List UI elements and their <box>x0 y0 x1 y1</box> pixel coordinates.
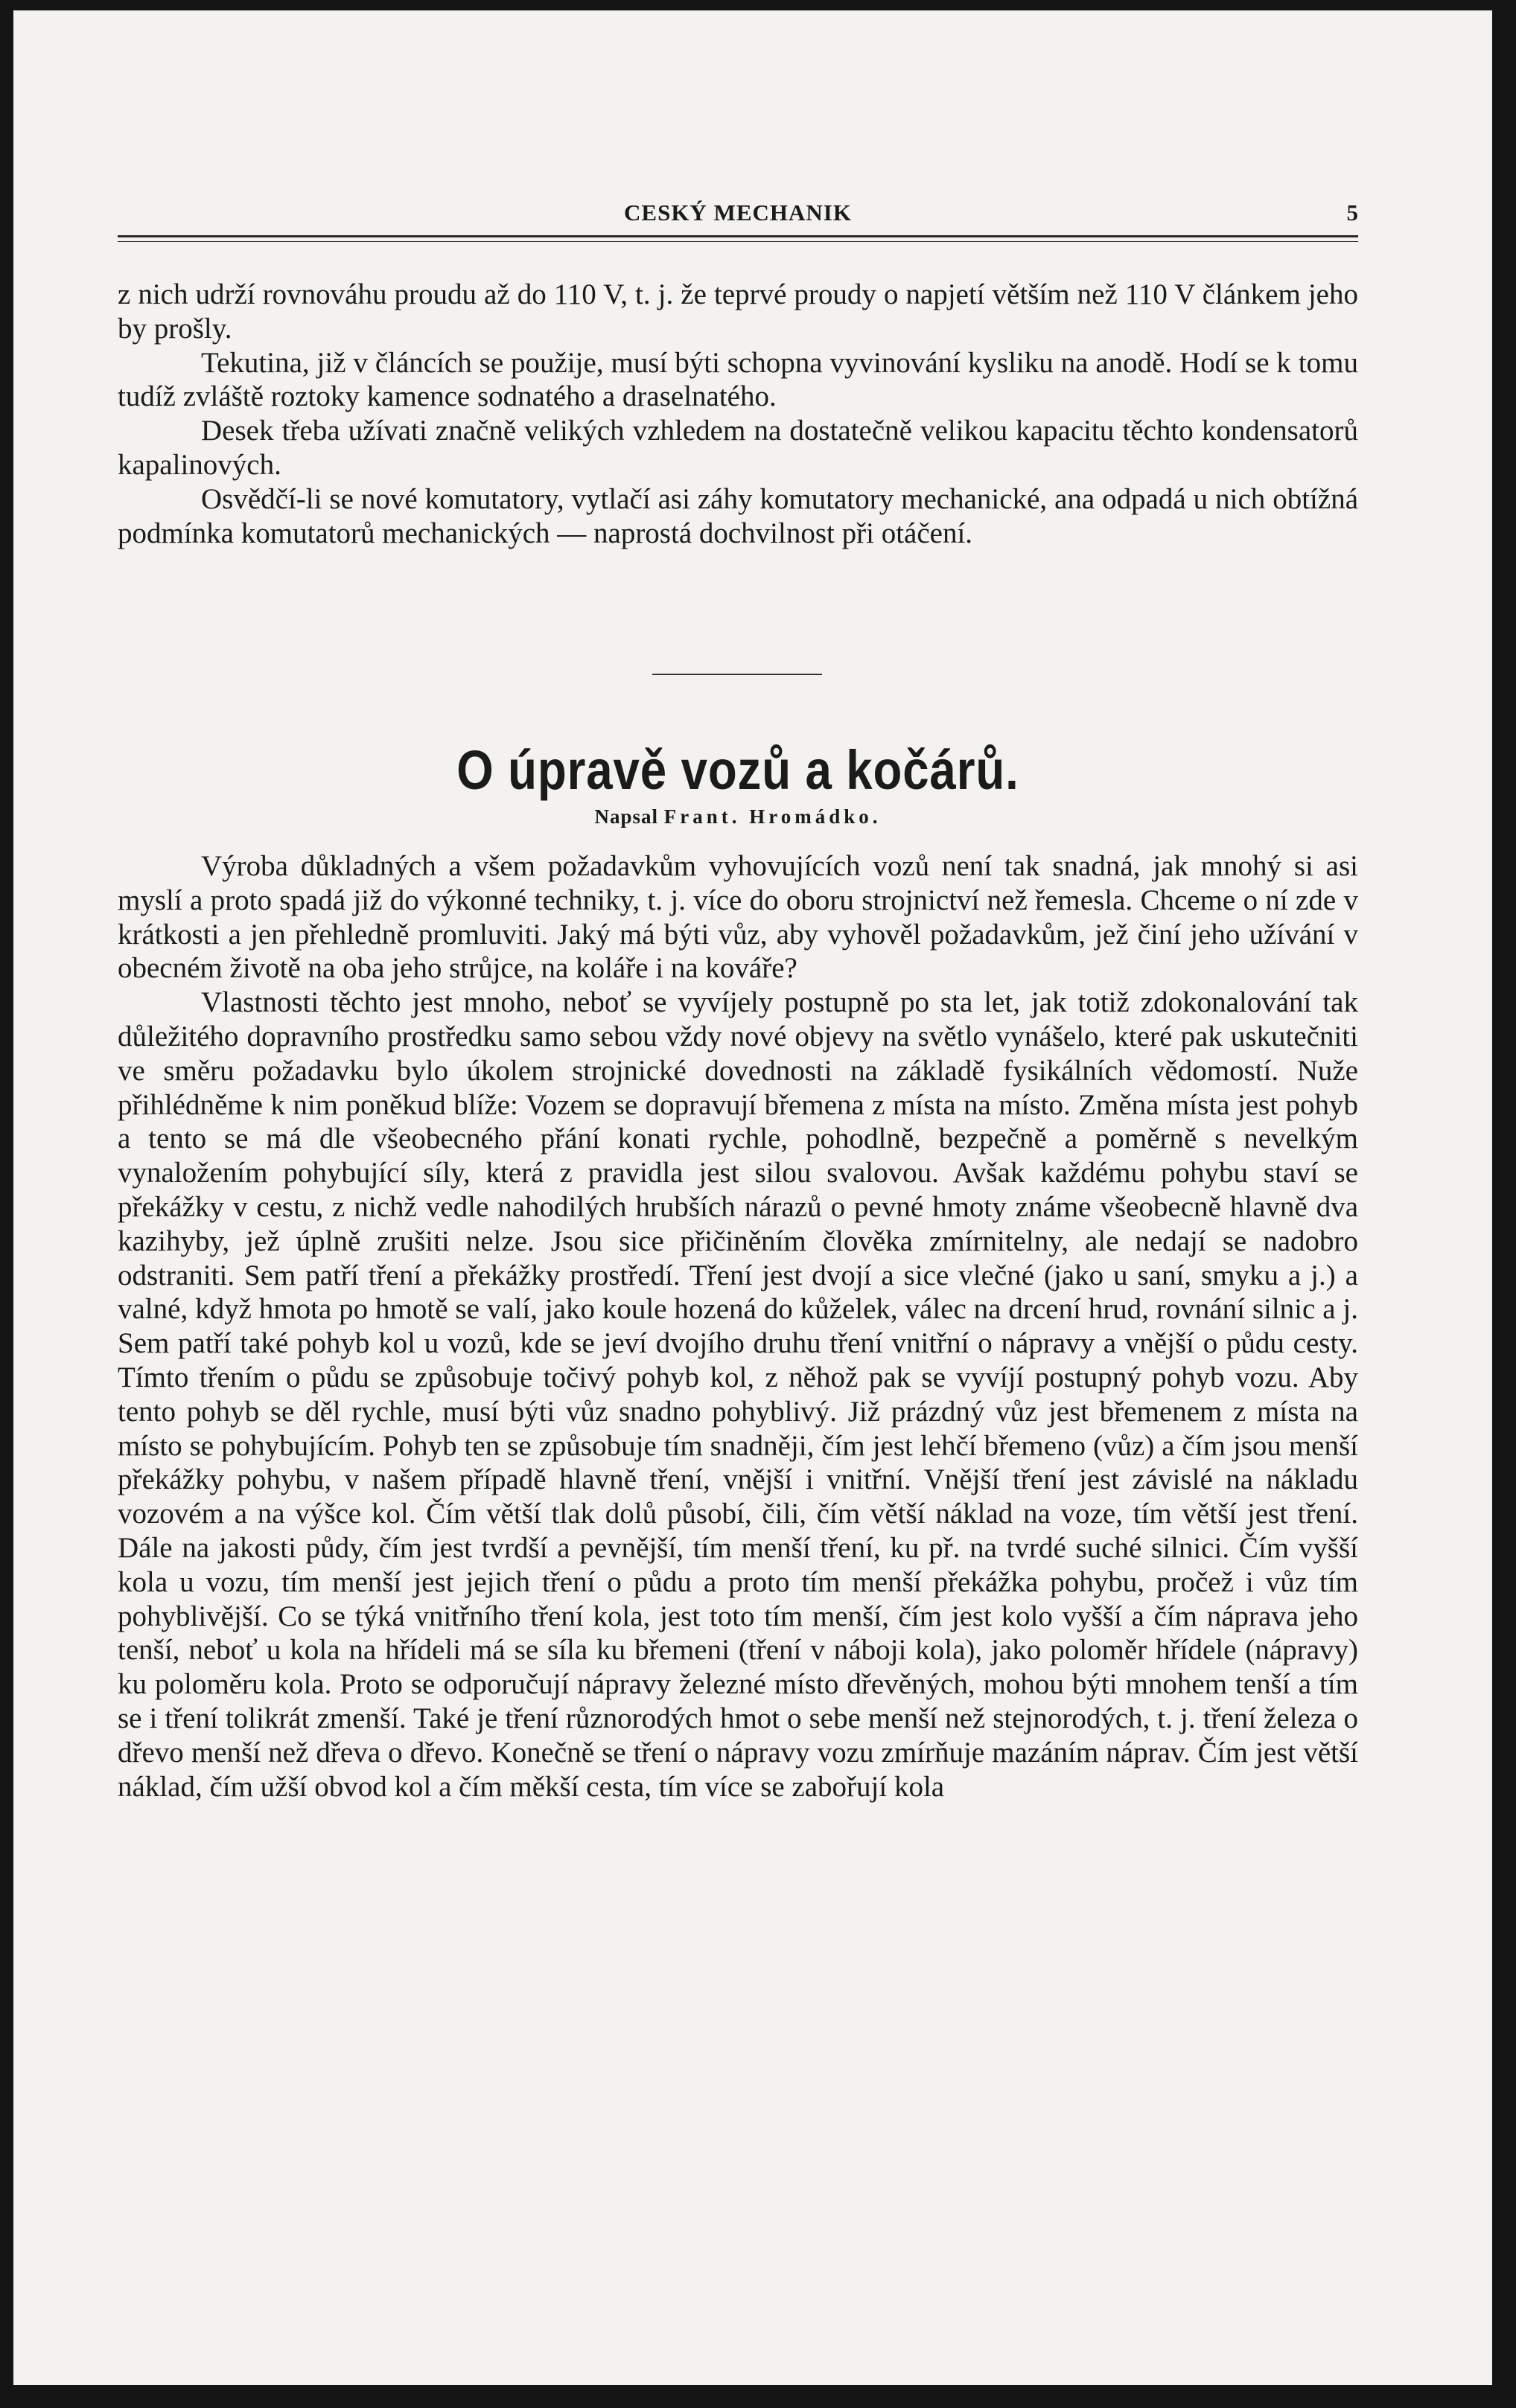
paragraph: Desek třeba užívati značně velikých vzhledem na dostatečně velikou kapacitu těchto kondensatorů kapalinových. <box>118 415 1358 481</box>
page-number: 5 <box>1346 199 1358 226</box>
paragraph: Tekutina, již v článcích se použije, musí býti schopna vyvinování kysliku na anodě. Hodí se k tomu tudíž zvláště roztoky kamence sodnatého a draselnatého. <box>118 346 1358 413</box>
header-rule-bottom <box>118 241 1358 242</box>
byline-author: Frant. Hromádko. <box>663 805 882 828</box>
article-title: O úpravě vozů a kočárů. <box>456 739 1019 801</box>
paragraph: Vlastnosti těchto jest mnoho, neboť se vyvíjely postupně po sta let, jak totiž zdokonalování tak důležitého dopravního prostředku samo sebou vždy nové objevy na světlo vynášelo, které pak uskutečniti ve směru požadavku bylo úkolem strojnické dovednosti na základě fysikálních vědomostí. Nuže přihlédněme k nim poněkud blíže: Vozem se dopravují břemena z místa na místo. Změna místa jest pohyb a tento se má dle všeobecného přání konati rychle, pohodlně, bezpečně a poměrně s nevelkým vynaložením pohybující síly, která z pravidla jest silou svalovou. Avšak každému pohybu staví se překážky v cestu, z nichž vedle nahodilých hrubších nárazů o pevné hmoty známe všeobecně hlavně dva kazihyby, jež úplně zrušiti nelze. Jsou sice přičiněním člověka zmírnitelny, ale nedají se nadobro odstraniti. Sem patří tření a překážky prostředí. Tření jest dvojí a sice vlečné (jako u saní, smyku a j.) a valné, když hmota po hmotě se valí, jako koule hozená do kůželek, válec na drcení hrud, rovnání silnic a j. Sem patří také pohyb kol u vozů, kde se jeví dvojího druhu tření vnitřní o nápravy a vnější o půdu cesty. Tímto třením o půdu se způsobuje točivý pohyb kol, z něhož pak se vyvíjí postupný pohyb vozu. Aby tento pohyb se děl rychle, musí býti vůz snadno pohyblivý. Již prázdný vůz jest břemenem z místa na místo se pohybujícím. Pohyb ten se způsobuje tím snadněji, čím jest lehčí břemeno (vůz) a čím jsou menší překážky pohybu, v našem případě hlavně tření, vnější i vnitřní. Vnější tření jest závislé na nákladu vozovém a na výšce kol. Čím větší tlak dolů působí, čili, čím větší náklad na voze, tím větší jest tření. Dále na jakosti půdy, čím jest tvrdší a pevnější, tím menší tření, ku př. na tvrdé suché silnici. Čím vyšší kola u vozu, tím menší jest jejich tření o půdu a proto tím menší překážka pohybu, pročež i vůz tím pohyblivější. Co se týká vnitřního tření kola, jest toto tím menší, čím jest kolo vyšší a čím náprava jeho tenší, neboť u kola na hřídeli má se síla ku břemeni (tření v náboji kola), jako poloměr hřídele (nápravy) ku poloměru kola. Proto se odporučují nápravy železné místo dřevěných, mohou býti mnohem tenší a tím se i tření tolikrát zmenší. Také je tření různorodých hmot o sebe menší než stejnorodých, t. j. tření železa o dřevo menší než dřeva o dřevo. Konečně se tření o nápravy vozu zmírňuje mazáním náprav. Čím jest větší náklad, čím užší obvod kol a čím měkší cesta, tím více se zabořují kola <box>118 986 1358 1803</box>
byline-prefix: Napsal <box>594 805 658 828</box>
page-header <box>118 199 1358 229</box>
paragraph: Výroba důkladných a všem požadavkům vyhovujících vozů není tak snadná, jak mnohý si asi myslí a proto spadá již do výkonné techniky, t. j. více do oboru strojnictví než řemesla. Chceme o ní zde v krátkosti a jen přehledně promluviti. Jaký má býti vůz, aby vyhověl požadavkům, jež činí jeho užívání v obecném životě na oba jeho strůjce, na koláře i na kováře? <box>118 850 1358 985</box>
header-rule-top <box>118 235 1358 237</box>
paragraph: z nich udrží rovnováhu proudu až do 110 V, t. j. že teprvé proudy o napjetí větším než 110 V článkem jeho by prošly. <box>118 278 1358 345</box>
section-separator <box>652 674 822 675</box>
document-page <box>13 10 1492 2385</box>
running-title: CESKÝ MECHANIK <box>624 199 852 226</box>
paragraph: Osvědčí-li se nové komutatory, vytlačí asi záhy komutatory mechanické, ana odpadá u nich obtížná podmínka komutatorů mechanických — naprostá dochvilnost při otáčení. <box>118 482 1358 549</box>
article-byline <box>118 805 1358 828</box>
article-body <box>118 849 1358 1804</box>
previous-article-text <box>118 278 1358 550</box>
